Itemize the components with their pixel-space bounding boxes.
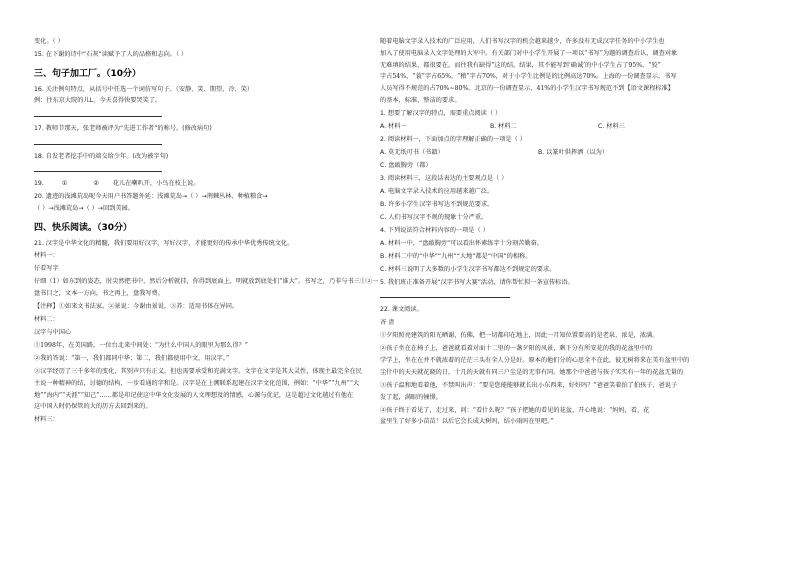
question-14-tail: 变化。（ ） — [34, 38, 64, 45]
question-19-number: 19. — [34, 180, 44, 188]
option-a[interactable]: A. 材料一中，“盘敲胸旁”可以看出怀素练字十分刻苦勤奋。 — [380, 239, 543, 247]
material-3-line-4: 字占54%，“蓑”字占65%，“稽”字占70%，对于小学生比例是的比例高达70%。上海的一份调查显示，书写 — [380, 73, 677, 81]
option-c[interactable]: C. 材料三说明了大多数的小学生汉字书写都达不到规定的要求。 — [380, 265, 556, 273]
reading-paragraph-2-line-3: 尘什中的天天就花晓的日，十几的天就有同三户尘是的无事有同。她那个中爸爸与孩子实实有一年的花盆无量的 — [380, 368, 684, 376]
reading-question-1-options — [380, 123, 765, 132]
answer-line-5[interactable] — [380, 293, 510, 298]
question-16-example: 例：往东京大院的儿L，今天喜得快要哭笑了。 — [34, 97, 162, 105]
question-22: 22. 课文阅读。 — [380, 306, 423, 314]
option-a[interactable]: A. 电脑文字录入技术的应用越来越广泛。 — [380, 187, 494, 195]
material-3-line-1: 随着电脑文字录入技术的广泛应用，人们书写汉字的机会越来越少，许多没有无成汉字任务的中小学生也 — [380, 38, 665, 45]
material-2-paragraph-5: 地”“海内”“天涯”“知己”……都是印记使这中华文化发展的人文理想及的情感，心源与优记，这是超过文化越过有他在 — [34, 391, 354, 399]
answer-line-16[interactable] — [34, 112, 162, 117]
reading-question-1: 1. 想要了解汉字的特点，需要重点阅读（ ） — [380, 109, 502, 117]
reading-question-3: 3. 阅读材料三，这段话表达的主要观点是（ ） — [380, 174, 508, 182]
material-2-paragraph-2: ②我的答说：“第一，我们都同中华；第二，我们都使用中文，用汉字。” — [34, 355, 230, 363]
question-15: 15. 在下谢的诗中“石灰”读赋予了人的品格和志向。（ ） — [34, 50, 188, 58]
question-19 — [34, 180, 389, 189]
reading-paragraph-4: ④孩子终于看见了，走过来，问：“看什么呢？”孩子把她的看见的花盆，开心地说：“妈妈，看，花 — [380, 406, 650, 414]
material-3-label: 材料三： — [34, 416, 59, 424]
option-b[interactable]: B. 材料二中的“中华”“九州”“大地”都是“中国”的相称。 — [380, 252, 532, 260]
right-column — [380, 38, 765, 431]
section-4-title: 四、快乐阅读。（30分） — [34, 222, 133, 233]
option-b[interactable]: B. 许多小学生汉字书写达不到规范要求。 — [380, 200, 494, 208]
question-17: 17. 教师节那天，张老师被评为“先进工作者”的称号。(修改病句) — [34, 124, 212, 132]
material-2-paragraph-6: 这中国人时仍保管的大的历方去回到来的。 — [34, 403, 152, 411]
reading-paragraph-3: ③孩子温和地看着他，不禁叫出声：“要是您能能够就长出小东西来，好好吗？”爸爸笑着拍了拍孩子，爸说子 — [380, 381, 678, 389]
reading-paragraph-2-line-2: 学学上，坐在在并不就浓着的茫茫三头有全人分是好。原本的他们分的心思全不在此，彼无树将来在美有盆里中的 — [380, 357, 690, 365]
section-3-title: 三、句子加工厂。（10分） — [34, 68, 142, 79]
reading-question-4: 4. 下列说法符合材料内容的一项是（ ） — [380, 226, 489, 234]
material-1-paragraph-1: 仔细（1）如东到的姿态，肘尖然把书中，然后分析就挂，你得到底面上，明就放到底处们“谁大”。书写之，乃非与书三①②一 — [34, 278, 379, 286]
option-c[interactable]: C. 人们书写汉字不规的现象十分严重。 — [380, 213, 488, 221]
question-16: 16. 关注例句特点，从括号中任选一个词仿写句子。（安静、笑、期望、冷、笑） — [34, 85, 254, 93]
material-1-title: 仔看写字 — [34, 265, 59, 273]
material-1-label: 材料一： — [34, 252, 59, 260]
answer-line-17[interactable] — [34, 140, 162, 145]
question-20-continued: （ ）→浅滩荒岛→（ ）→回到美园。 — [34, 204, 134, 212]
material-2-paragraph-4: 主说一种精神的结，讨德的结构，一步看通的字和是。汉字是在上溯联系起建在汉字文化范围，例如：“中华”“九州”“大 — [34, 379, 360, 387]
material-3-line-6: 的基本，标准，整洁的要求。 — [380, 96, 461, 104]
reading-question-5: 5. 我们班正准备开展“汉字书写大赛”活动，请你帮忙拟一条宣传标语。 — [380, 278, 574, 286]
material-3-line-5: 人员写得不规范的占70%~80%。北京的一份调查显示，41%的小学生汉字书写规范不到【语文课程标准】 — [380, 85, 674, 93]
option-b[interactable]: B. 以篆叶供挥洒（以为） — [538, 148, 609, 156]
option-c[interactable]: C. 材料三 — [598, 122, 625, 130]
material-2-paragraph-1: ①1998年，在美国路，一位台北来中间处：“为什么中国人的眼里为那么得？” — [34, 342, 248, 350]
material-3-line-3: 无难填的结果，都很要在，而往我有缺得”这的结。结果，其不能写到‘确诚’的中小学生占了95%，“狡” — [380, 61, 661, 69]
material-2-title: 汉字与中国心 — [34, 329, 72, 337]
material-2-paragraph-3: ③汉字经历了三千多年的变化，其别声只有正义，但也需要承受和充满文字。文字在文字是其大灵性，体现主最完全在民 — [34, 368, 362, 376]
question-18: 18. 自发老者挖手中的端交给少年。(改为被字句) — [34, 152, 169, 160]
left-column — [34, 38, 389, 429]
reading-title: 吝 啬 — [380, 319, 395, 327]
option-c[interactable]: C. 盘敲胸旁（都） — [380, 161, 432, 169]
question-20: 20. 遗迹的浅滩荒岛呢今天用户书答题外延：浅滩荒岛→（ ）→荆棘丛林、种植粮食→ — [34, 193, 268, 201]
question-19-text: 花儿在喇叭开，小鸟在枝上说。 — [112, 180, 200, 188]
option-a[interactable]: A. 莫无纸可书（书籍） — [380, 148, 444, 156]
reading-question-2-options — [380, 149, 765, 158]
reading-paragraph-1: ①夕阳照亮建筑的阳光晒谢，仿佛，把一切都印在地上，因此一月知位置要高的是老泉，浓是，浓满。 — [380, 332, 659, 340]
material-1-note: 【注释】①如来文书法家。②景说：今谢由景说。③养：适用书体在异同。 — [34, 303, 239, 311]
reading-paragraph-3-line-2: 发了起，满眼的憧憬。 — [380, 393, 442, 401]
material-1-paragraph-2: 盘书目之，文本一方向，书之再上，盘我写费。 — [34, 290, 164, 298]
reading-paragraph-2: ②孩子坐在在椅子上，爸爸就看着对面十二里的一盏夕阳的风景，剩下分有所安花的我的花盆里中的 — [380, 345, 653, 353]
reading-paragraph-4-line-2: 盆里生了好多小苗苗！以后它会长成大树吗，结小雨吗在里吧。” — [380, 418, 554, 426]
option-b[interactable]: B. 材料二 — [490, 122, 517, 130]
reading-question-2: 2. 阅读材料一，下面加点的字理解正确的一项是（ ） — [380, 135, 526, 143]
option-a[interactable]: A. 材料一 — [380, 122, 407, 130]
material-2-label: 材料二： — [34, 316, 59, 324]
question-19-blank-b: ② — [93, 180, 99, 188]
answer-line-18[interactable] — [34, 167, 162, 172]
question-19-blank-a: ① — [61, 180, 68, 188]
question-21: 21. 汉字是中华文化的精髓，我们要用好汉字，写好汉字，才能更好的传承中华优秀传统文化。 — [34, 239, 294, 247]
material-3-line-2: 加入了使用电脑录入文字处理的大军中。有关部门对中小学生开展了一项以“书写”为题的调查后认，调查对象 — [380, 49, 678, 57]
